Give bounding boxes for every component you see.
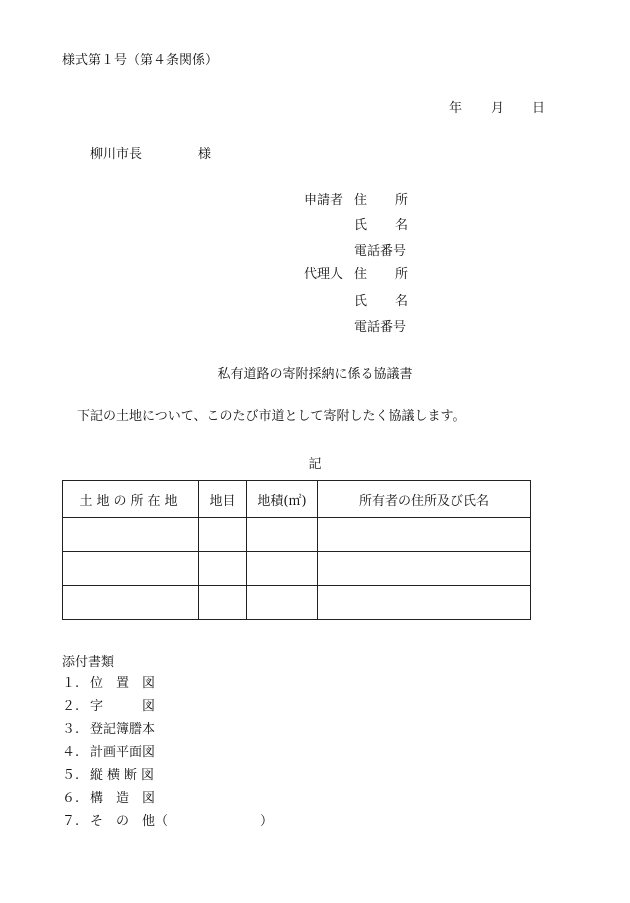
agent-address-label — [354, 267, 408, 283]
header-area: 地積(㎡) — [247, 481, 318, 518]
list-item — [62, 768, 273, 784]
list-item — [62, 745, 273, 761]
document-title: 私有道路の寄附採納に係る協議書 — [217, 367, 413, 382]
table-row — [63, 586, 531, 620]
attachments-title: 添付書類 — [62, 655, 115, 670]
item-text: 計画平面図 — [90, 745, 156, 760]
list-item — [62, 791, 273, 807]
table-cell[interactable] — [318, 586, 531, 620]
label-char: 名 — [394, 218, 408, 233]
table-cell[interactable] — [247, 518, 318, 552]
item-text: そ の 他（ — [90, 814, 169, 829]
item-number: １. — [62, 676, 80, 691]
form-number: 様式第１号（第４条関係） — [62, 53, 219, 68]
item-text: 縦横断図 — [90, 768, 159, 783]
table-cell[interactable] — [247, 586, 318, 620]
item-number: ４. — [62, 745, 80, 760]
agent-name-label — [354, 294, 408, 310]
label-char: 所 — [394, 193, 408, 208]
label-char: 名 — [394, 294, 408, 309]
list-item — [62, 814, 273, 830]
item-text: 登記簿謄本 — [90, 722, 156, 737]
item-close-paren: ） — [260, 814, 274, 829]
table-row — [63, 552, 531, 586]
item-number: ５. — [62, 768, 80, 783]
table-cell[interactable] — [247, 552, 318, 586]
ki-heading: 記 — [308, 457, 322, 472]
applicant-address-label — [354, 193, 408, 209]
item-number: ７. — [62, 814, 80, 829]
table-cell[interactable] — [318, 518, 531, 552]
table-header-row — [63, 481, 531, 518]
agent-role: 代理人 — [304, 267, 344, 282]
body-text: 下記の土地について、このたび市道として寄附したく協議します。 — [77, 409, 466, 424]
date-month-label: 月 — [491, 101, 505, 116]
item-number: ３. — [62, 722, 80, 737]
list-item — [62, 699, 273, 715]
label-char: 住 — [354, 193, 368, 208]
addressee-name: 柳川市長 — [90, 147, 143, 162]
table-cell[interactable] — [318, 552, 531, 586]
list-item — [62, 722, 273, 738]
attachments-list — [62, 676, 273, 837]
table-cell[interactable] — [63, 518, 199, 552]
agent-tel-label: 電話番号 — [354, 320, 407, 335]
date-day-label: 日 — [532, 101, 546, 116]
item-text: 位 置 図 — [90, 676, 156, 691]
label-char: 氏 — [354, 218, 368, 233]
table-cell[interactable] — [63, 552, 199, 586]
label-char: 住 — [354, 267, 368, 282]
addressee-honorific: 様 — [198, 147, 212, 162]
table-cell[interactable] — [199, 586, 247, 620]
label-char: 氏 — [354, 294, 368, 309]
label-char: 所 — [394, 267, 408, 282]
applicant-role: 申請者 — [304, 193, 344, 208]
table-cell[interactable] — [199, 552, 247, 586]
header-location: 土地の所在地 — [63, 481, 199, 518]
table-row — [63, 518, 531, 552]
land-table — [62, 480, 531, 620]
item-number: ２. — [62, 699, 80, 714]
date-year-label: 年 — [449, 101, 463, 116]
item-text: 構 造 図 — [90, 791, 156, 806]
table-cell[interactable] — [63, 586, 199, 620]
table-cell[interactable] — [199, 518, 247, 552]
applicant-name-label — [354, 218, 408, 234]
header-land-category: 地目 — [199, 481, 247, 518]
item-number: ６. — [62, 791, 80, 806]
applicant-tel-label: 電話番号 — [354, 244, 407, 259]
item-text: 字 図 — [90, 699, 156, 714]
header-owner: 所有者の住所及び氏名 — [318, 481, 531, 518]
list-item — [62, 676, 273, 692]
